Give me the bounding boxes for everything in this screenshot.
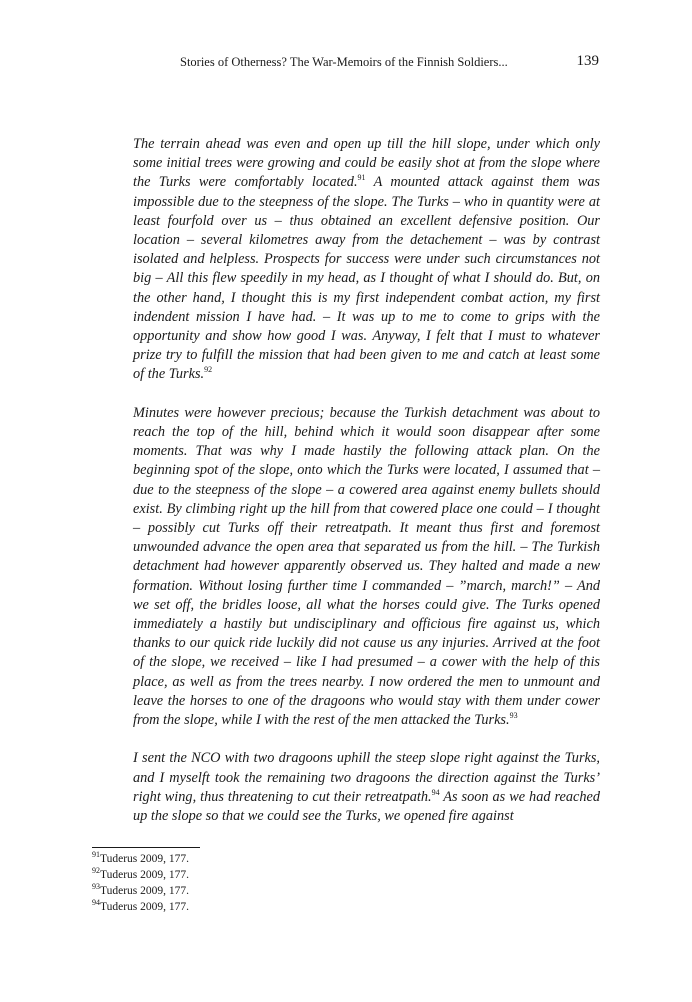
- block-quote: [133, 749, 600, 826]
- footnote-number: 92: [92, 866, 100, 876]
- quote-text: The terrain ahead was even and open up till the hill slope, under which only some initial trees were growing and could be easily shot at from the slope where the Turks were comfortably located.: [133, 136, 600, 191]
- footnote-ref: 91: [357, 173, 366, 183]
- running-title: Stories of Otherness? The War-Memoirs of the Finnish Soldiers...: [180, 55, 508, 69]
- footnote-number: 93: [92, 882, 100, 892]
- footnote-text: Tuderus 2009, 177.: [100, 885, 190, 897]
- quote-text: A mounted attack against them was impossible due to the steepness of the slope. The Turks – who in quantity were at least fourfold over us – thus obtained an excellent defensive position. Our location – several kilometres away from the detachement – was by contrast isolated and helpless. Prospects for success were under such circumstances not big – All this flew speedily in my head, as I thought of what I should do. But, on the other hand, I thought this is my first independent combat action, my first indendent mission I have had. – It was up to me to come to grips with the opportunity and show how good I was. Anyway, I felt that I must to whatever prize try to fulfill the mission that had been given to me and catch at least some of the Turks.: [133, 174, 600, 383]
- footnotes: [92, 851, 492, 915]
- quote-text: I sent the NCO with two dragoons uphill the steep slope right against the Turks, and I myselft took the remaining two dragoons the direction against the Turks’ right wing, thus threatening to cut their retreatpath.: [133, 750, 600, 805]
- footnote: [92, 899, 492, 915]
- footnote-ref: 93: [509, 711, 518, 721]
- footnote-ref: 92: [204, 365, 213, 375]
- quote-text: Minutes were however precious; because the Turkish detachment was about to reach the top of the hill, behind which it would soon disappear after some moments. That was why I made hastily the following attack plan. On the beginning spot of the slope, onto which the Turks were located, I assumed that – due to the steepness of the slope – a cowered area against enemy bullets should exist. By climbing right up the hill from that cowered place one could – I thought – possibly cut Turks off their retreatpath. It meant thus first and foremost unwounded advance the open area that separated us from the hill. – The Turkish detachment had however apparently observed us. They halted and made a new formation. Without losing further time I commanded – ”march, march!” – And we set off, the bridles loose, all what the horses could give. The Turks opened immediately a hastily but undisciplinary and officious fire against us, which thanks to our quick ride luckily did not cause us any injuries. Arrived at the foot of the slope, we received – like I had presumed – a cower with the help of this place, as well as from the trees nearby. I now ordered the men to unmount and leave the horses to one of the dragoons who would stay with them under cower from the slope, while I with the rest of the men attacked the Turks.: [133, 404, 600, 729]
- body-text: [133, 135, 600, 845]
- footnote: [92, 851, 492, 867]
- quote-text: As soon as we had reached up the slope so that we could see the Turks, we opened fire against: [133, 788, 600, 825]
- footnote: [92, 867, 492, 883]
- block-quote: [133, 135, 600, 385]
- footnote: [92, 883, 492, 899]
- running-header: [133, 52, 600, 72]
- footnote-number: 94: [92, 898, 100, 908]
- footnote-divider: [92, 847, 200, 848]
- footnote-number: 91: [92, 850, 100, 860]
- footnote-text: Tuderus 2009, 177.: [100, 869, 190, 881]
- block-quote: [133, 404, 600, 730]
- footnote-text: Tuderus 2009, 177.: [100, 901, 190, 913]
- page-number: 139: [576, 53, 599, 69]
- footnote-ref: 94: [431, 788, 440, 798]
- footnote-text: Tuderus 2009, 177.: [100, 853, 190, 865]
